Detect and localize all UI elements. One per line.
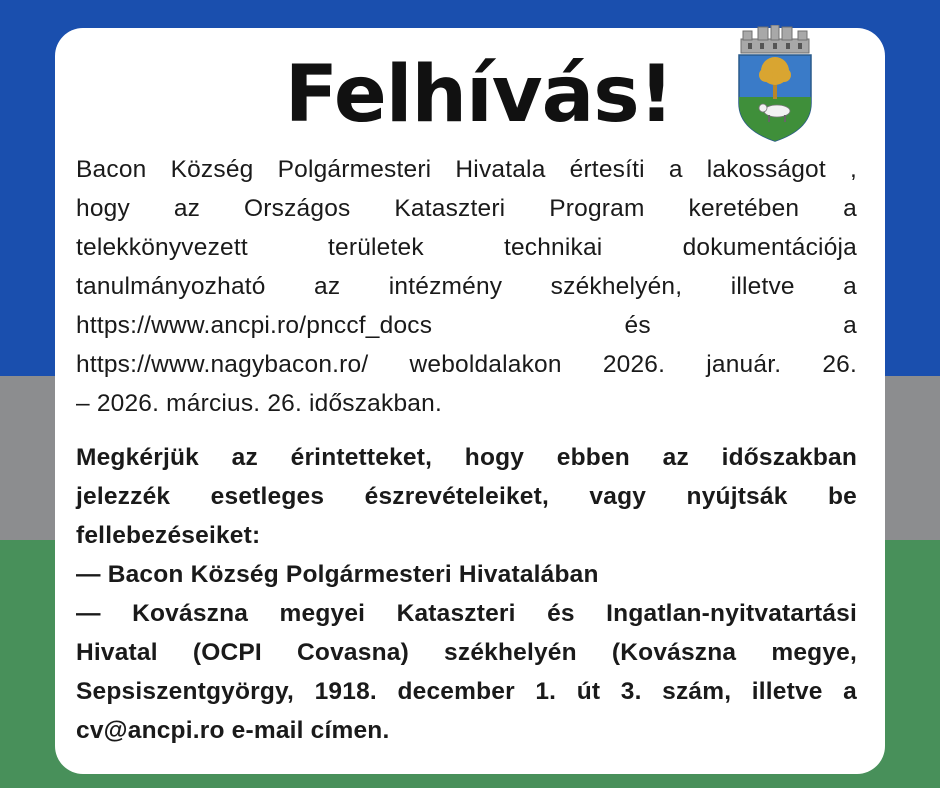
text-line: cv@ancpi.ro e-mail címen.	[76, 717, 390, 744]
request-paragraph	[76, 438, 857, 750]
text-line: — Bacon Község Polgármesteri Hivatalában	[76, 561, 599, 588]
text-line: Hivatal (OCPI Covasna) székhelyén (Kovászna megye,	[76, 639, 857, 666]
text-line: hogy az Országos Kataszteri Program keretében a	[76, 195, 857, 222]
text-line: jelezzék esetleges észrevételeiket, vagy nyújtsák be	[76, 483, 857, 510]
text-line: telekkönyvezett területek technikai dokumentációja	[76, 234, 857, 261]
village-coat-of-arms-icon	[733, 25, 817, 143]
text-line: Megkérjük az érintetteket, hogy ebben az időszakban	[76, 444, 857, 471]
text-line: – 2026. március. 26. időszakban.	[76, 390, 442, 417]
text-line: tanulmányozható az intézmény székhelyén, illetve a	[76, 273, 857, 300]
text-line: Bacon Község Polgármesteri Hivatala értesíti a lakosságot ,	[76, 156, 857, 183]
text-line: — Kovászna megyei Kataszteri és Ingatlan-nyitvatartási	[76, 600, 857, 627]
text-line: fellebezéseiket:	[76, 522, 261, 549]
page-title: Felhívás!	[284, 50, 674, 140]
text-line: https://www.nagybacon.ro/ weboldalakon 2026. január. 26.	[76, 351, 857, 378]
announcement-paragraph	[76, 150, 857, 423]
notice-text	[76, 150, 857, 750]
text-line: Sepsiszentgyörgy, 1918. december 1. út 3. szám, illetve a	[76, 678, 857, 705]
text-line: https://www.ancpi.ro/pnccf_docs és a	[76, 312, 857, 339]
